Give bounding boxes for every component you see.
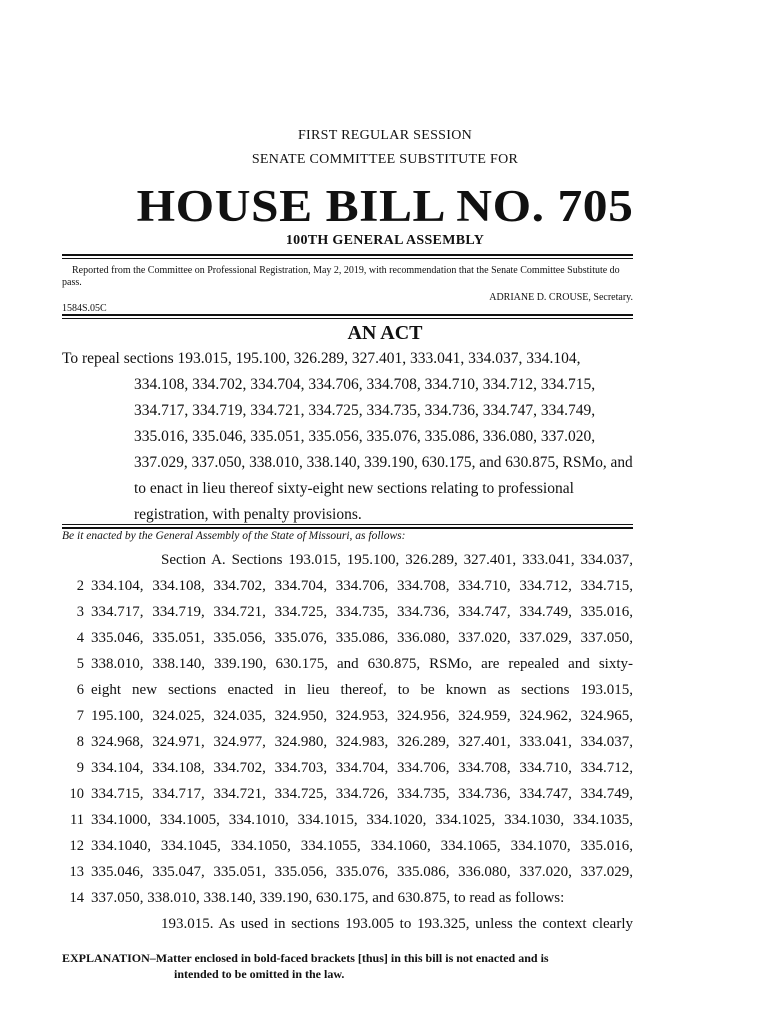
act-title-line: 334.108, 334.702, 334.704, 334.706, 334.708, 334.710, 334.712, 334.715, — [134, 376, 596, 393]
body-line: 193.015. As used in sections 193.005 to 193.325, unless the context clearly — [161, 916, 633, 932]
body-line: Section A. Sections 193.015, 195.100, 326.289, 327.401, 333.041, 334.037, — [161, 552, 633, 568]
secretary-signature: ADRIANE D. CROUSE, Secretary. — [489, 292, 633, 303]
body-line: 334.1040, 334.1045, 334.1050, 334.1055, 334.1060, 334.1065, 334.1070, 335.016, — [91, 838, 633, 854]
line-number: 10 — [69, 786, 84, 802]
header-divider-thin — [62, 258, 633, 259]
body-line: eight new sections enacted in lieu thereof, to be known as sections 193.015, — [91, 682, 633, 698]
explanation-note: EXPLANATION–Matter enclosed in bold-faced brackets [thus] in this bill is not enacted and is — [62, 951, 549, 965]
line-number: 9 — [76, 760, 84, 776]
enacting-clause: Be it enacted by the General Assembly of the State of Missouri, as follows: — [62, 530, 406, 542]
act-heading: AN ACT — [347, 322, 423, 344]
line-number: 2 — [76, 578, 84, 594]
assembly-label: 100TH GENERAL ASSEMBLY — [285, 233, 485, 248]
act-title-line: to enact in lieu thereof sixty-eight new sections relating to professional — [134, 480, 574, 497]
body-line: 334.104, 334.108, 334.702, 334.703, 334.704, 334.706, 334.708, 334.710, 334.712, — [91, 760, 633, 776]
body-line: 324.968, 324.971, 324.977, 324.980, 324.983, 326.289, 327.401, 333.041, 334.037, — [91, 734, 633, 750]
explanation-note-continued: intended to be omitted in the law. — [174, 967, 345, 981]
body-line: 335.046, 335.051, 335.056, 335.076, 335.086, 336.080, 337.020, 337.029, 337.050, — [91, 630, 633, 646]
line-number: 13 — [69, 864, 84, 880]
body-line: 335.046, 335.047, 335.051, 335.056, 335.076, 335.086, 336.080, 337.020, 337.029, — [91, 864, 633, 880]
line-number: 7 — [76, 708, 84, 724]
committee-report: Reported from the Committee on Professional Registration, May 2, 2019, with recommendation that the Senate Committee Substitute do pass. — [62, 265, 620, 288]
body-line: 195.100, 324.025, 324.035, 324.950, 324.953, 324.956, 324.959, 324.962, 324.965, — [91, 708, 633, 724]
title-divider — [62, 524, 633, 525]
body-line: 334.717, 334.719, 334.721, 334.725, 334.735, 334.736, 334.747, 334.749, 335.016, — [91, 604, 633, 620]
body-line: 338.010, 338.140, 339.190, 630.175, and 630.875, RSMo, are repealed and sixty- — [91, 656, 633, 672]
report-divider — [62, 314, 633, 316]
body-line: 337.050, 338.010, 338.140, 339.190, 630.175, and 630.875, to read as follows: — [91, 890, 565, 906]
title-divider-thick — [62, 527, 633, 529]
line-number: 3 — [76, 604, 84, 620]
act-title-line: 334.717, 334.719, 334.721, 334.725, 334.735, 334.736, 334.747, 334.749, — [134, 402, 596, 419]
line-number: 5 — [76, 656, 84, 672]
line-number: 12 — [69, 838, 84, 854]
line-number: 6 — [76, 682, 84, 698]
session-label: FIRST REGULAR SESSION — [297, 128, 473, 143]
act-title-line: 337.029, 337.050, 338.010, 338.140, 339.190, 630.175, and 630.875, RSMo, and — [134, 454, 633, 471]
act-title-line: registration, with penalty provisions. — [134, 506, 362, 523]
body-line: 334.715, 334.717, 334.721, 334.725, 334.726, 334.735, 334.736, 334.747, 334.749, — [91, 786, 633, 802]
line-number: 4 — [76, 630, 84, 646]
substitute-label: SENATE COMMITTEE SUBSTITUTE FOR — [251, 152, 519, 167]
report-divider-thin — [62, 318, 633, 319]
act-title-line: 335.016, 335.046, 335.051, 335.056, 335.076, 335.086, 336.080, 337.020, — [134, 428, 596, 445]
bill-title: HOUSE BILL NO. 705 — [136, 181, 634, 231]
body-line: 334.1000, 334.1005, 334.1010, 334.1015, 334.1020, 334.1025, 334.1030, 334.1035, — [91, 812, 633, 828]
line-number: 11 — [70, 812, 84, 828]
lr-code: 1584S.05C — [62, 303, 107, 314]
act-title-line: To repeal sections 193.015, 195.100, 326.289, 327.401, 333.041, 334.037, 334.104, — [62, 350, 581, 367]
line-number: 8 — [76, 734, 84, 750]
line-number: 14 — [69, 890, 84, 906]
header-divider — [62, 254, 633, 256]
body-line: 334.104, 334.108, 334.702, 334.704, 334.706, 334.708, 334.710, 334.712, 334.715, — [91, 578, 633, 594]
